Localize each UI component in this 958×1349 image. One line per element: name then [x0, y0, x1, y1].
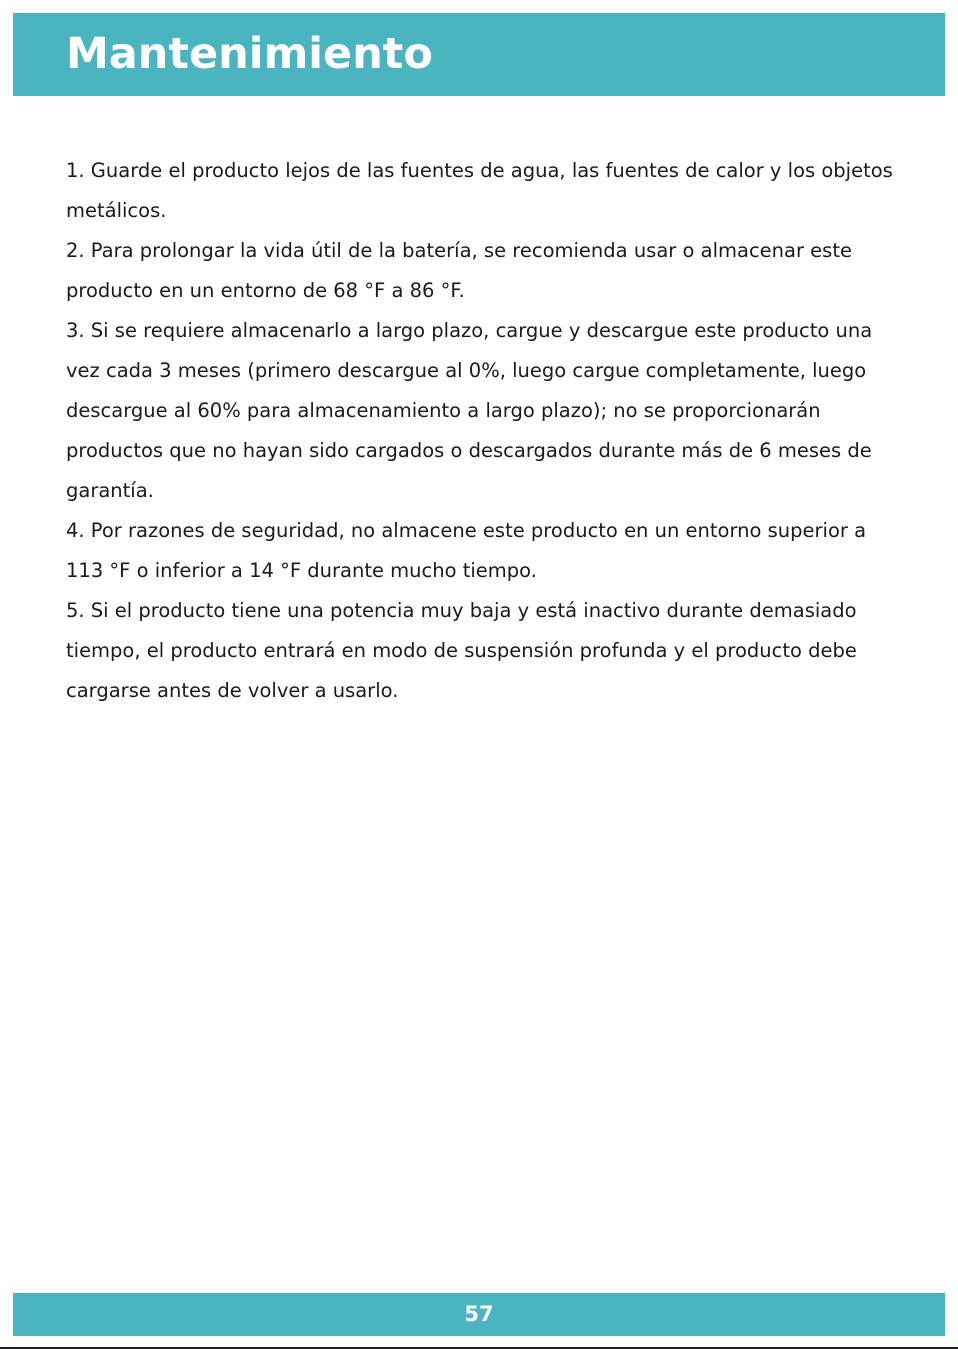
- list-item: 1. Guarde el producto lejos de las fuentes de agua, las fuentes de calor y los objetos metálicos.: [66, 159, 893, 222]
- maintenance-list: [66, 151, 896, 711]
- page-number: 57: [464, 1302, 494, 1326]
- list-item: 5. Si el producto tiene una potencia muy baja y está inactivo durante demasiado tiempo, el producto entrará en modo de suspensión profunda y el producto debe cargarse antes de volver a usarlo.: [66, 599, 857, 702]
- header-band: [13, 13, 945, 96]
- list-item: 3. Si se requiere almacenarlo a largo plazo, cargue y descargue este producto una vez cada 3 meses (primero descargue al 0%, luego cargue completamente, luego descargue al 60% para almacenamiento a largo plazo); no se proporcionarán productos que no hayan sido cargados o descargados durante más de 6 meses de garantía.: [66, 319, 873, 502]
- page-title: Mantenimiento: [66, 29, 433, 79]
- list-item: 2. Para prolongar la vida útil de la batería, se recomienda usar o almacenar este producto en un entorno de 68 °F a 86 °F.: [66, 239, 852, 302]
- footer-band: [13, 1293, 945, 1336]
- list-item: 4. Por razones de seguridad, no almacene este producto en un entorno superior a 113 °F o inferior a 14 °F durante mucho tiempo.: [66, 519, 867, 582]
